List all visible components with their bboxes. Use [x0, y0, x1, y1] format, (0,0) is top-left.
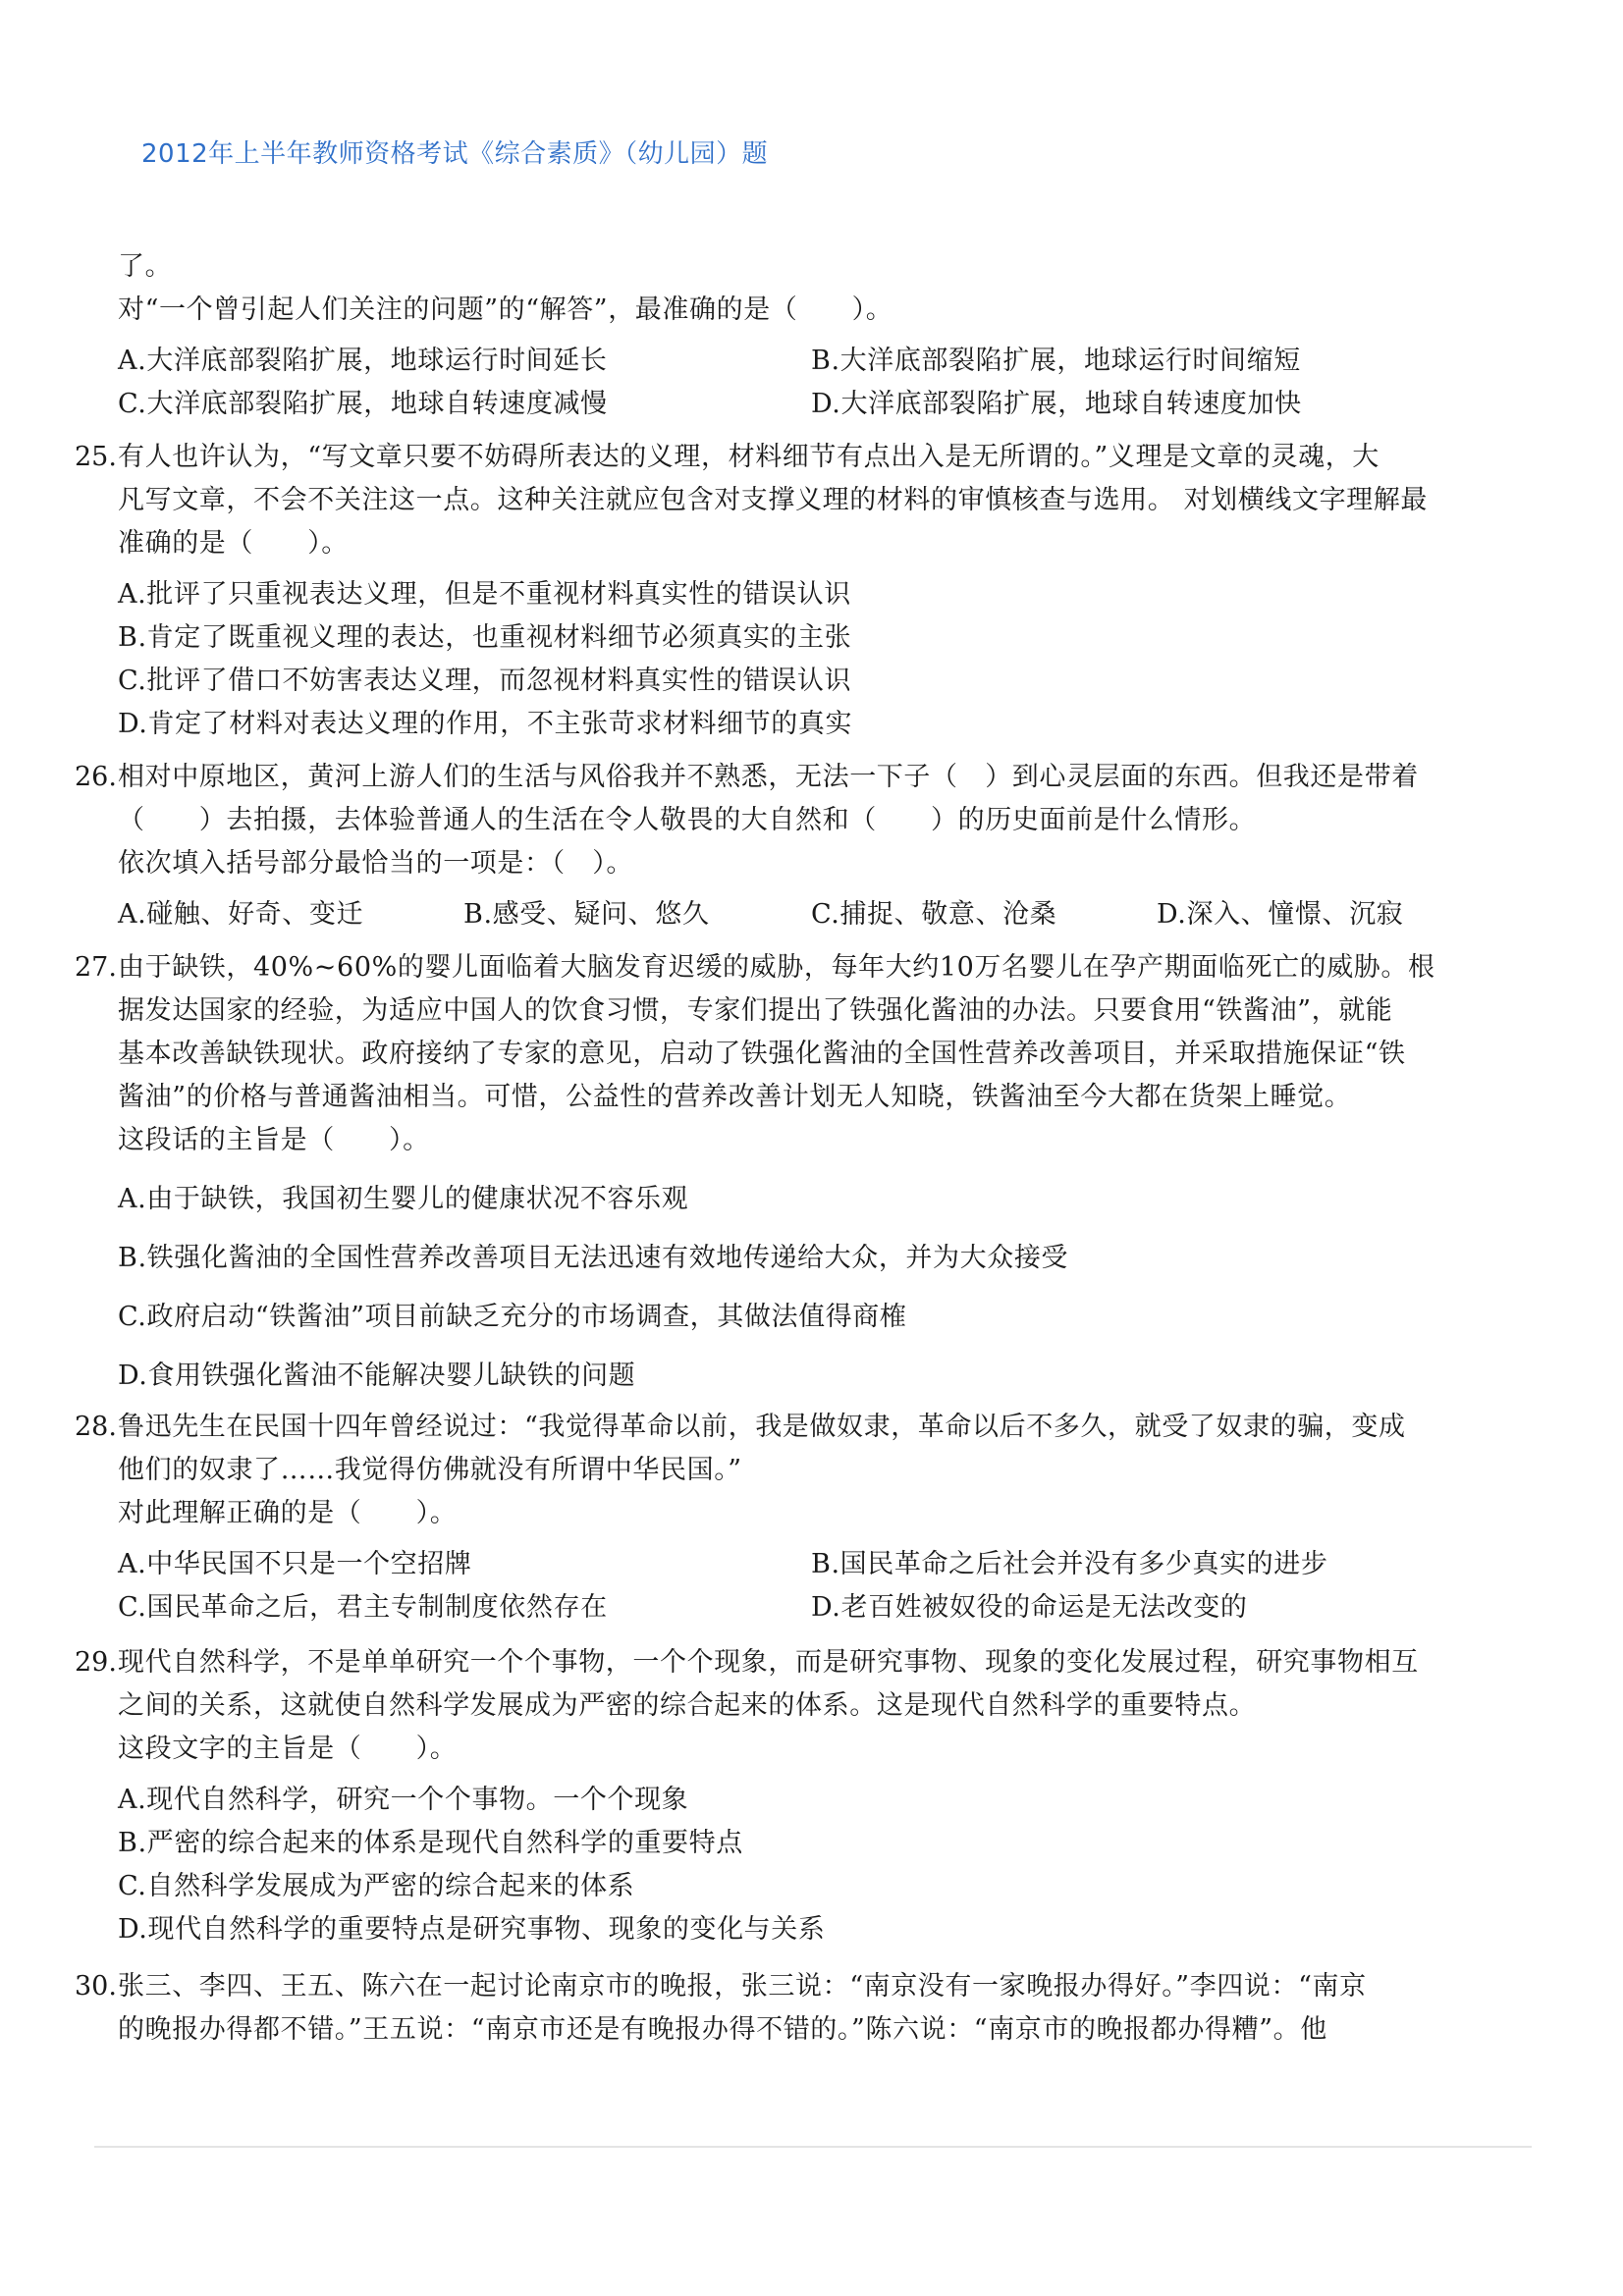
q26-line-2: （ ）去拍摄，去体验普通人的生活在令人敬畏的大自然和（ ）的历史面前是什么情形。 [118, 805, 1257, 835]
q29-line-1: 现代自然科学，不是单单研究一个个事物，一个个现象，而是研究事物、现象的变化发展过程，研究事物相互 [118, 1647, 1419, 1678]
q29-line-2: 之间的关系，这就使自然科学发展成为严密的综合起来的体系。这是现代自然科学的重要特点。 [118, 1690, 1257, 1721]
q27-option-b: B.铁强化酱油的全国性营养改善项目无法迅速有效地传递给大众，并为大众接受 [118, 1243, 1069, 1273]
q28-option-c: C.国民革命之后，君主专制制度依然存在 [118, 1592, 608, 1623]
intro-question: 对“一个曾引起人们关注的问题”的“解答”，最准确的是（ ）。 [118, 294, 893, 325]
q29-option-b: B.严密的综合起来的体系是现代自然科学的重要特点 [118, 1828, 743, 1858]
q25-option-d: D.肯定了材料对表达义理的作用，不主张苛求材料细节的真实 [118, 709, 853, 739]
question-number-30: 30. [75, 1971, 117, 2002]
intro-option-b: B.大洋底部裂陷扩展，地球运行时间缩短 [811, 346, 1301, 376]
q25-option-b: B.肯定了既重视义理的表达，也重视材料细节必须真实的主张 [118, 622, 852, 653]
q27-option-a: A.由于缺铁，我国初生婴儿的健康状况不容乐观 [118, 1184, 689, 1214]
q27-line-4: 酱油”的价格与普通酱油相当。可惜，公益性的营养改善计划无人知晓，铁酱油至今大都在货架上睡觉。 [118, 1082, 1352, 1112]
question-number-28: 28. [75, 1412, 117, 1442]
q29-option-d: D.现代自然科学的重要特点是研究事物、现象的变化与关系 [118, 1914, 826, 1945]
q29-option-c: C.自然科学发展成为严密的综合起来的体系 [118, 1871, 635, 1901]
q28-option-a: A.中华民国不只是一个空招牌 [118, 1549, 472, 1579]
q29-option-a: A.现代自然科学，研究一个个事物。一个个现象 [118, 1785, 689, 1815]
q25-option-c: C.批评了借口不妨害表达义理，而忽视材料真实性的错误认识 [118, 666, 852, 696]
q30-line-2: 的晚报办得都不错。”王五说：“南京市还是有晚报办得不错的。”陈六说：“南京市的晚报都办得糟”。他 [118, 2014, 1327, 2045]
footer-divider [94, 2146, 1532, 2148]
q25-option-a: A.批评了只重视表达义理，但是不重视材料真实性的错误认识 [118, 579, 851, 610]
q27-line-3: 基本改善缺铁现状。政府接纳了专家的意见，启动了铁强化酱油的全国性营养改善项目，并采取措施保证“铁 [118, 1039, 1406, 1069]
q26-option-a: A.碰触、好奇、变迁 [118, 899, 364, 930]
intro-option-a: A.大洋底部裂陷扩展，地球运行时间延长 [118, 346, 608, 376]
intro-option-d: D.大洋底部裂陷扩展，地球自转速度加快 [811, 389, 1302, 419]
q26-option-c: C.捕捉、敬意、沧桑 [811, 899, 1057, 930]
question-number-26: 26. [75, 762, 117, 792]
q28-line-1: 鲁迅先生在民国十四年曾经说过：“我觉得革命以前，我是做奴隶，革命以后不多久，就受了奴隶的骗，变成 [118, 1412, 1406, 1442]
q29-line-3: 这段文字的主旨是（ ）。 [118, 1734, 458, 1764]
q28-option-d: D.老百姓被奴役的命运是无法改变的 [811, 1592, 1248, 1623]
q25-line-1: 有人也许认为，“写文章只要不妨碍所表达的义理，材料细节有点出入是无所谓的。”义理是文章的灵魂，大 [118, 442, 1380, 472]
question-number-27: 27. [75, 952, 117, 983]
q27-line-2: 据发达国家的经验，为适应中国人的饮食习惯，专家们提出了铁强化酱油的办法。只要食用“铁酱油”，就能 [118, 995, 1393, 1026]
q26-line-3: 依次填入括号部分最恰当的一项是：（ ）。 [118, 848, 633, 879]
q28-option-b: B.国民革命之后社会并没有多少真实的进步 [811, 1549, 1328, 1579]
intro-option-c: C.大洋底部裂陷扩展，地球自转速度减慢 [118, 389, 608, 419]
intro-tail: 了。 [118, 251, 173, 282]
q27-option-c: C.政府启动“铁酱油”项目前缺乏充分的市场调查，其做法值得商榷 [118, 1302, 907, 1332]
question-number-25: 25. [75, 442, 117, 472]
q26-option-d: D.深入、憧憬、沉寂 [1157, 899, 1404, 930]
q28-line-3: 对此理解正确的是（ ）。 [118, 1498, 458, 1528]
document-header-title: 2012年上半年教师资格考试《综合素质》（幼儿园）题 [141, 139, 769, 169]
q27-line-5: 这段话的主旨是（ ）。 [118, 1125, 430, 1155]
q25-line-3: 准确的是（ ）。 [118, 528, 349, 559]
question-number-29: 29. [75, 1647, 117, 1678]
q27-line-1: 由于缺铁，40%~60%的婴儿面临着大脑发育迟缓的威胁，每年大约10万名婴儿在孕产期面临死亡的威胁。根 [118, 952, 1435, 983]
q28-line-2: 他们的奴隶了……我觉得仿佛就没有所谓中华民国。” [118, 1455, 742, 1485]
q30-line-1: 张三、李四、王五、陈六在一起讨论南京市的晚报，张三说：“南京没有一家晚报办得好。”李四说：“南京 [118, 1971, 1367, 2002]
q27-option-d: D.食用铁强化酱油不能解决婴儿缺铁的问题 [118, 1361, 636, 1391]
q25-line-2: 凡写文章，不会不关注这一点。这种关注就应包含对支撑义理的材料的审慎核查与选用。 对划横线文字理解最 [118, 485, 1428, 515]
q26-line-1: 相对中原地区，黄河上游人们的生活与风俗我并不熟悉，无法一下子（ ）到心灵层面的东西。但我还是带着 [118, 762, 1419, 792]
q26-option-b: B.感受、疑问、悠久 [463, 899, 710, 930]
